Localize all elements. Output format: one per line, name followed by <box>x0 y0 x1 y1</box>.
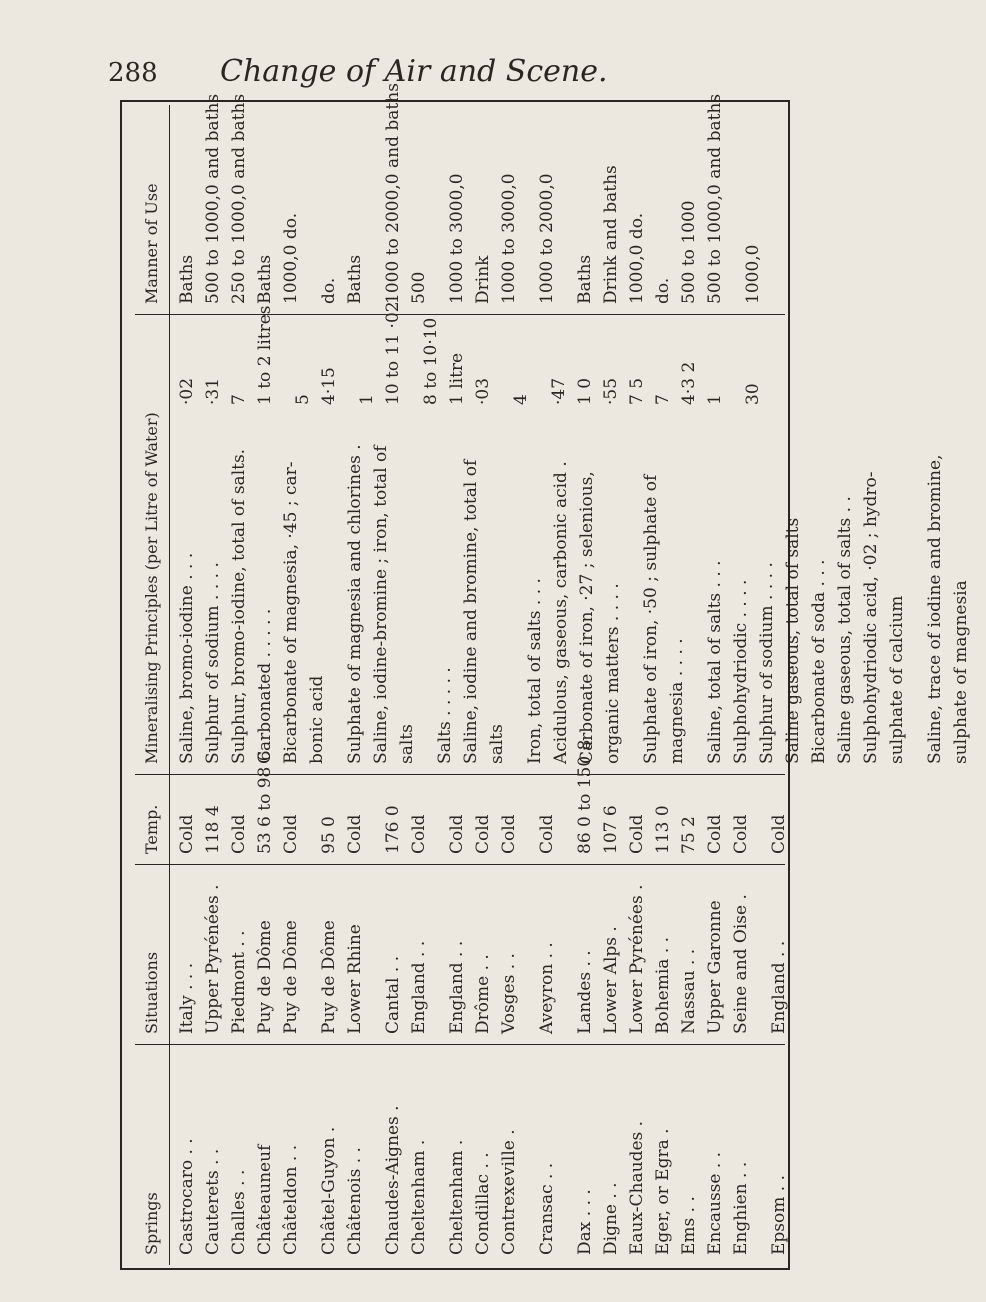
springs-cell: Encausse . . <box>705 1151 725 1255</box>
group-gap <box>728 315 740 405</box>
situations-cell: Italy . . . <box>177 962 197 1034</box>
situations-cell: Landes . . <box>575 950 595 1034</box>
principles-cell: magnesia . . . . <box>667 638 687 764</box>
springs-cell: Châteauneuf <box>255 1144 275 1255</box>
group-gap <box>522 865 534 1034</box>
springs-cell: Enghien . . <box>731 1161 751 1255</box>
situations-cell: England . . <box>447 940 467 1034</box>
temp-cell: Cold <box>473 814 493 854</box>
principles-cell: Salts . . . . . <box>435 667 455 764</box>
group-gap <box>330 415 342 764</box>
manner-cell: 1000,0 do. <box>627 212 647 304</box>
principles-cell: sulphate of calcium <box>887 595 907 764</box>
temp-cell: Cold <box>499 814 519 854</box>
manner-cell: 1000,0 do. <box>281 212 301 304</box>
amounts-cell: 7 <box>229 394 249 405</box>
amounts-cell: 1 to 2 litres <box>255 305 275 405</box>
group-gap <box>368 1045 380 1255</box>
group-gap <box>496 315 508 405</box>
principles-cell: Acidulous, gaseous, carbonic acid . <box>551 461 571 764</box>
principles-cell: Carbonate of iron, ·27 ; selenious, <box>577 471 597 764</box>
manner-cell: Drink <box>473 255 493 304</box>
amounts-cell: 8 to 10·10 <box>421 317 441 405</box>
situations-cell: Upper Garonne <box>705 900 725 1034</box>
manner-cell: Baths <box>345 254 365 304</box>
principles-cell: Saline, bromo-iodine . . . <box>177 552 197 764</box>
springs-cell: Châteldon . . <box>281 1144 301 1255</box>
situations-cell: Nassau . . <box>679 948 699 1034</box>
group-gap <box>304 775 316 854</box>
springs-cell: Dax . . . <box>575 1189 595 1255</box>
group-gap <box>792 775 804 854</box>
principles-cell: Bicarbonate of soda . . . <box>809 559 829 764</box>
group-gap <box>522 105 534 304</box>
principles-cell: Saline, iodine-bromine ; iron, total of <box>371 445 391 764</box>
amounts-cell: 1 <box>357 394 377 405</box>
situations-cell: Cantal . . <box>383 955 403 1034</box>
situations-cell: England . . <box>409 940 429 1034</box>
amounts-cell: 1 <box>705 394 725 405</box>
situations-cell: Bohemia . . <box>653 936 673 1034</box>
group-gap <box>522 775 534 854</box>
group-gap <box>766 105 778 304</box>
springs-cell: Contrexeville . <box>499 1129 519 1255</box>
situations-header: Situations <box>135 865 170 1044</box>
temp-cell: Cold <box>281 814 301 854</box>
mineral-springs-table <box>135 83 971 1265</box>
amounts-cell: 4 <box>511 394 531 405</box>
manner-cell: 1000 to 2000,0 and baths <box>383 83 403 304</box>
amounts-column <box>135 301 785 415</box>
principles-cell: Saline gaseous, total of salts <box>783 517 803 764</box>
temp-cell: Cold <box>731 814 751 854</box>
manner-cell: Baths <box>575 254 595 304</box>
manner-cell: Baths <box>255 254 275 304</box>
manner-cell: 500 to 1000,0 and baths <box>705 93 725 304</box>
springs-cell: Challes . . <box>229 1169 249 1255</box>
situations-cell: Lower Alps . <box>601 926 621 1034</box>
temp-cell: 113 0 <box>653 805 673 854</box>
manner-cell: 1000 to 2000,0 <box>537 173 557 304</box>
group-gap <box>432 775 444 854</box>
amounts-cell: ·03 <box>473 377 493 405</box>
manner-body <box>170 83 778 314</box>
temp-cell: Cold <box>409 814 429 854</box>
temp-cell: 176 0 <box>383 805 403 854</box>
principles-cell: Iron, total of salts . . . <box>525 578 545 764</box>
group-gap <box>420 415 432 764</box>
group-gap <box>766 315 778 405</box>
springs-body <box>170 1045 804 1265</box>
group-gap <box>304 105 316 304</box>
situations-body <box>170 865 804 1044</box>
temp-cell: 95 0 <box>319 816 339 854</box>
group-gap <box>304 1045 316 1255</box>
manner-cell: Baths <box>177 254 197 304</box>
situations-column <box>135 865 789 1045</box>
principles-cell: bonic acid <box>307 675 327 764</box>
group-gap <box>560 865 572 1034</box>
amounts-cell: 1 litre <box>447 352 467 405</box>
temp-cell: Cold <box>345 814 365 854</box>
group-gap <box>304 865 316 1034</box>
temp-header: Temp. <box>135 775 170 864</box>
amounts-cell: 10 to 11 ·02 <box>383 301 403 405</box>
manner-cell: 1000 to 3000,0 <box>447 173 467 304</box>
amounts-cell: 5 <box>293 394 313 405</box>
group-gap <box>510 415 522 764</box>
situations-cell: Puy de Dôme <box>319 920 339 1034</box>
manner-cell: 1000,0 <box>743 244 763 304</box>
amounts-cell: 4·15 <box>319 367 339 405</box>
group-gap <box>522 1045 534 1255</box>
temp-cell: 118 4 <box>203 805 223 854</box>
principles-cell: sulphate of magnesia <box>951 580 971 764</box>
group-gap <box>754 1045 766 1255</box>
group-gap <box>754 775 766 854</box>
temp-cell: Cold <box>769 814 789 854</box>
amounts-cell: ·55 <box>601 377 621 405</box>
principles-cell: Saline gaseous, total of salts . . <box>835 496 855 764</box>
situations-cell: Vosges . . <box>499 953 519 1034</box>
manner-cell: do. <box>319 277 339 304</box>
group-gap <box>368 105 380 304</box>
group-gap <box>406 315 418 405</box>
manner-cell: 250 to 1000,0 and baths <box>229 93 249 304</box>
springs-cell: Cheltenham . <box>447 1139 467 1255</box>
group-gap <box>432 105 444 304</box>
group-gap <box>560 1045 572 1255</box>
situations-cell: Piedmont . . <box>229 930 249 1034</box>
principles-header: Mineralising Principles (per Litre of Water) <box>135 415 170 774</box>
group-gap <box>368 775 380 854</box>
amounts-cell: 30 <box>743 383 763 405</box>
temp-cell: Cold <box>177 814 197 854</box>
group-gap <box>792 1045 804 1255</box>
manner-column <box>135 83 785 315</box>
temp-cell: Cold <box>229 814 249 854</box>
group-gap <box>792 865 804 1034</box>
principles-cell: Sulphur of sodium . . . . <box>203 562 223 764</box>
principles-cell: Carbonated . . . . . <box>255 608 275 764</box>
manner-cell: do. <box>653 277 673 304</box>
springs-cell: Eaux-Chaudes . <box>627 1120 647 1255</box>
group-gap <box>626 415 638 764</box>
amounts-cell: 1 0 <box>575 377 595 405</box>
springs-cell: Epsom . . <box>769 1175 789 1255</box>
principles-cell: Saline, iodine and bromine, total of <box>461 459 481 764</box>
situations-cell: Seine and Oise . <box>731 894 751 1034</box>
temp-cell: 53 6 to 98 6 <box>255 750 275 854</box>
springs-cell: Chaudes-Aignes . <box>383 1105 403 1255</box>
temp-cell: 86 0 to 150 8 <box>575 739 595 854</box>
temp-cell: 107 6 <box>601 805 621 854</box>
principles-cell: Sulphohydriodic acid, ·02 ; hydro- <box>861 471 881 764</box>
amounts-body <box>170 301 778 415</box>
manner-cell: 500 to 1000 <box>679 200 699 304</box>
springs-cell: Cauterets . . <box>203 1148 223 1255</box>
manner-cell: Drink and baths <box>601 165 621 304</box>
manner-cell: 1000 to 3000,0 <box>499 173 519 304</box>
springs-cell: Cheltenham . <box>409 1139 429 1255</box>
running-head: Change of Air and Scene. <box>220 54 608 89</box>
principles-column <box>135 412 971 775</box>
amounts-cell: 7 5 <box>627 377 647 405</box>
situations-cell: England . . <box>769 940 789 1034</box>
springs-cell: Ems . . <box>679 1196 699 1255</box>
principles-cell: Saline, total of salts . . . <box>705 560 725 764</box>
manner-cell: 500 <box>409 271 429 304</box>
group-gap <box>432 1045 444 1255</box>
springs-cell: Châtel-Guyon . <box>319 1126 339 1255</box>
group-gap <box>560 105 572 304</box>
group-gap <box>560 775 572 854</box>
amounts-header <box>135 315 170 415</box>
temp-cell: Cold <box>705 814 725 854</box>
group-gap <box>534 315 546 405</box>
principles-cell: Bicarbonate of magnesia, ·45 ; car- <box>281 461 301 764</box>
springs-cell: Châtenois . . <box>345 1147 365 1255</box>
amounts-cell: 7 <box>653 394 673 405</box>
temp-cell: Cold <box>537 814 557 854</box>
principles-cell: Sulphur, bromo-iodine, total of salts. <box>229 448 249 764</box>
springs-cell: Digne . . <box>601 1182 621 1255</box>
amounts-cell: ·02 <box>177 377 197 405</box>
amounts-cell: ·47 <box>549 377 569 405</box>
situations-cell: Drôme . . <box>473 954 493 1034</box>
manner-cell: 500 to 1000,0 and baths <box>203 93 223 304</box>
page-number: 288 <box>108 58 158 88</box>
group-gap <box>432 865 444 1034</box>
group-gap <box>910 415 922 764</box>
group-gap <box>342 315 354 405</box>
situations-cell: Puy de Dôme <box>281 920 301 1034</box>
springs-column <box>135 1045 789 1265</box>
springs-cell: Castrocaro . . <box>177 1138 197 1255</box>
amounts-cell: 4·3 2 <box>679 361 699 405</box>
principles-body <box>170 415 986 774</box>
group-gap <box>754 865 766 1034</box>
group-gap <box>974 415 986 764</box>
springs-cell: Cransac . . <box>537 1162 557 1255</box>
principles-cell: Sulphohydriodic . . . . <box>731 579 751 764</box>
temp-cell: 75 2 <box>679 816 699 854</box>
principles-cell: salts <box>487 724 507 764</box>
group-gap <box>368 865 380 1034</box>
amounts-cell: ·31 <box>203 377 223 405</box>
springs-cell: Condillac . . <box>473 1152 493 1255</box>
group-gap <box>728 105 740 304</box>
temp-cell: Cold <box>627 814 647 854</box>
temp-cell: Cold <box>447 814 467 854</box>
springs-header: Springs <box>135 1045 170 1265</box>
principles-cell: Sulphate of iron, ·50 ; sulphate of <box>641 474 661 764</box>
group-gap <box>278 315 290 405</box>
principles-cell: Sulphate of magnesia and chlorines . <box>345 444 365 764</box>
principles-cell: organic matters . . . . <box>603 583 623 764</box>
springs-cell: Eger, or Egra . <box>653 1128 673 1255</box>
manner-header: Manner of Use <box>135 105 170 314</box>
principles-cell: salts <box>397 724 417 764</box>
group-gap <box>690 415 702 764</box>
situations-cell: Lower Rhine <box>345 924 365 1034</box>
situations-cell: Upper Pyrénées . <box>203 884 223 1034</box>
situations-cell: Aveyron . . <box>537 942 557 1034</box>
situations-cell: Puy de Dôme <box>255 920 275 1034</box>
principles-cell: Saline, trace of iodine and bromine, <box>925 454 945 764</box>
principles-cell: Sulphur of sodium . . . . <box>757 562 777 764</box>
situations-cell: Lower Pyrénées . <box>627 884 647 1034</box>
